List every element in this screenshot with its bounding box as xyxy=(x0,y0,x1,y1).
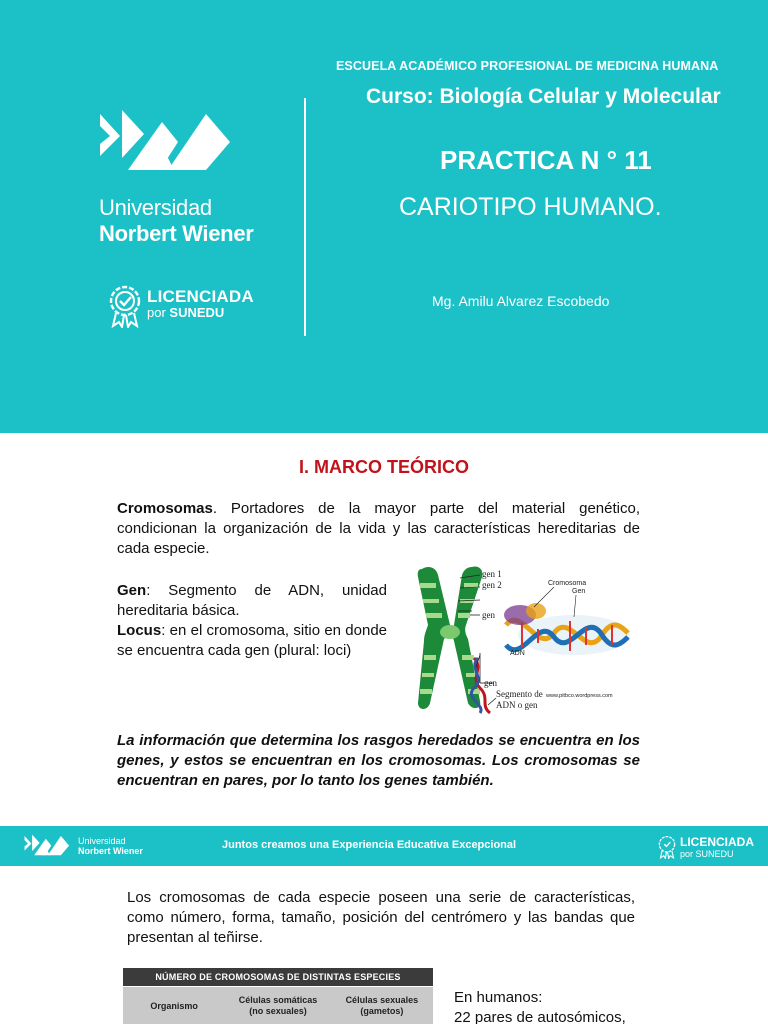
gen-definition xyxy=(117,581,387,621)
banner-license-subtitle: por SUNEDU xyxy=(680,849,734,859)
header-organism: Organismo xyxy=(123,986,225,1024)
label-gen-lower: gen xyxy=(484,678,497,688)
humans-label: En humanos: xyxy=(454,989,543,1006)
label-adn: ADN xyxy=(510,650,525,657)
university-name-line2: Norbert Wiener xyxy=(99,221,254,246)
author-name: Mg. Amilu Alvarez Escobedo xyxy=(432,293,610,309)
dna-helix-icon xyxy=(504,603,630,655)
license-seal-icon xyxy=(108,284,142,328)
emphasis-paragraph: La información que determina los rasgos heredados se encuentra en los genes, y estos se encuentran en los cromosomas. Los cromosomas se encuentran en pares, por lo tanto los genes también. xyxy=(117,732,640,789)
header-sexual: Células sexuales (gametos) xyxy=(331,986,433,1024)
banner-university-line1: Universidad xyxy=(78,836,126,846)
image-credit: www.pitbco.wordpress.com xyxy=(546,693,613,699)
table-header-row xyxy=(123,986,433,1024)
university-name-line1: Universidad xyxy=(99,195,212,220)
course-title: Curso: Biología Celular y Molecular xyxy=(366,85,721,108)
license-subtitle xyxy=(147,305,224,320)
label-gen-dna: Gen xyxy=(572,588,586,595)
cromosomas-text: . Portadores de la mayor parte del material genético, condicionan la organización de la vida y las características hereditarias de cada especie. xyxy=(117,500,640,557)
locus-text: : en el cromosoma, sitio en donde se encuentra cada gen (plural: loci) xyxy=(117,622,387,659)
license-title: LICENCIADA xyxy=(147,287,254,306)
gen-term: Gen xyxy=(117,582,147,599)
practice-number: PRACTICA N ° 11 xyxy=(440,145,652,175)
humans-autosomes: 22 pares de autosómicos, xyxy=(454,1009,626,1024)
banner-license-title: LICENCIADA xyxy=(680,835,754,849)
label-gen1: gen 1 xyxy=(482,569,502,579)
label-gen2: gen 2 xyxy=(482,580,502,590)
cover-slide xyxy=(0,0,768,433)
banner-university-name xyxy=(78,836,143,856)
footer-banner xyxy=(0,826,768,866)
theory-slide xyxy=(0,433,768,821)
chromosome-shape xyxy=(418,566,490,713)
gen-text: : Segmento de ADN, unidad hereditaria básica. xyxy=(117,582,387,619)
table-caption: NÚMERO DE CROMOSOMAS DE DISTINTAS ESPECIES xyxy=(123,968,433,986)
label-segment1: Segmento de xyxy=(496,689,543,699)
label-gen: gen xyxy=(482,610,495,620)
license-por: por xyxy=(147,305,166,320)
locus-term: Locus xyxy=(117,622,162,639)
banner-slogan: Juntos creamos una Experiencia Educativa Excepcional xyxy=(222,839,517,851)
school-name: ESCUELA ACADÉMICO PROFESIONAL DE MEDICINA HUMANA xyxy=(336,59,719,73)
table-caption-row xyxy=(123,968,433,986)
banner-license-seal-icon xyxy=(657,835,677,859)
cromosomas-term: Cromosomas xyxy=(117,500,213,517)
label-segment2: ADN o gen xyxy=(496,700,538,710)
label-cromosoma: Cromosoma xyxy=(548,580,587,587)
gen-locus-definitions xyxy=(117,581,387,661)
banner-logo-icon xyxy=(22,834,72,858)
header-somatic: Células somáticas (no sexuales) xyxy=(225,986,330,1024)
university-logo-icon xyxy=(98,108,233,178)
section-title: I. MARCO TEÓRICO xyxy=(299,457,469,477)
species-chromosome-table xyxy=(123,968,433,1024)
chromosome-dna-illustration xyxy=(414,563,634,715)
license-sunedu: SUNEDU xyxy=(169,305,225,320)
banner-university-line2: Norbert Wiener xyxy=(78,846,143,856)
practice-topic: CARIOTIPO HUMANO. xyxy=(399,193,662,221)
chromosome-characteristics-paragraph: Los cromosomas de cada especie poseen una serie de características, como número, forma, tamaño, posición del centrómero y las bandas que presentan al teñirse. xyxy=(127,889,635,946)
divider-line xyxy=(304,98,306,336)
locus-definition xyxy=(117,621,387,661)
cromosomas-definition xyxy=(117,499,640,559)
